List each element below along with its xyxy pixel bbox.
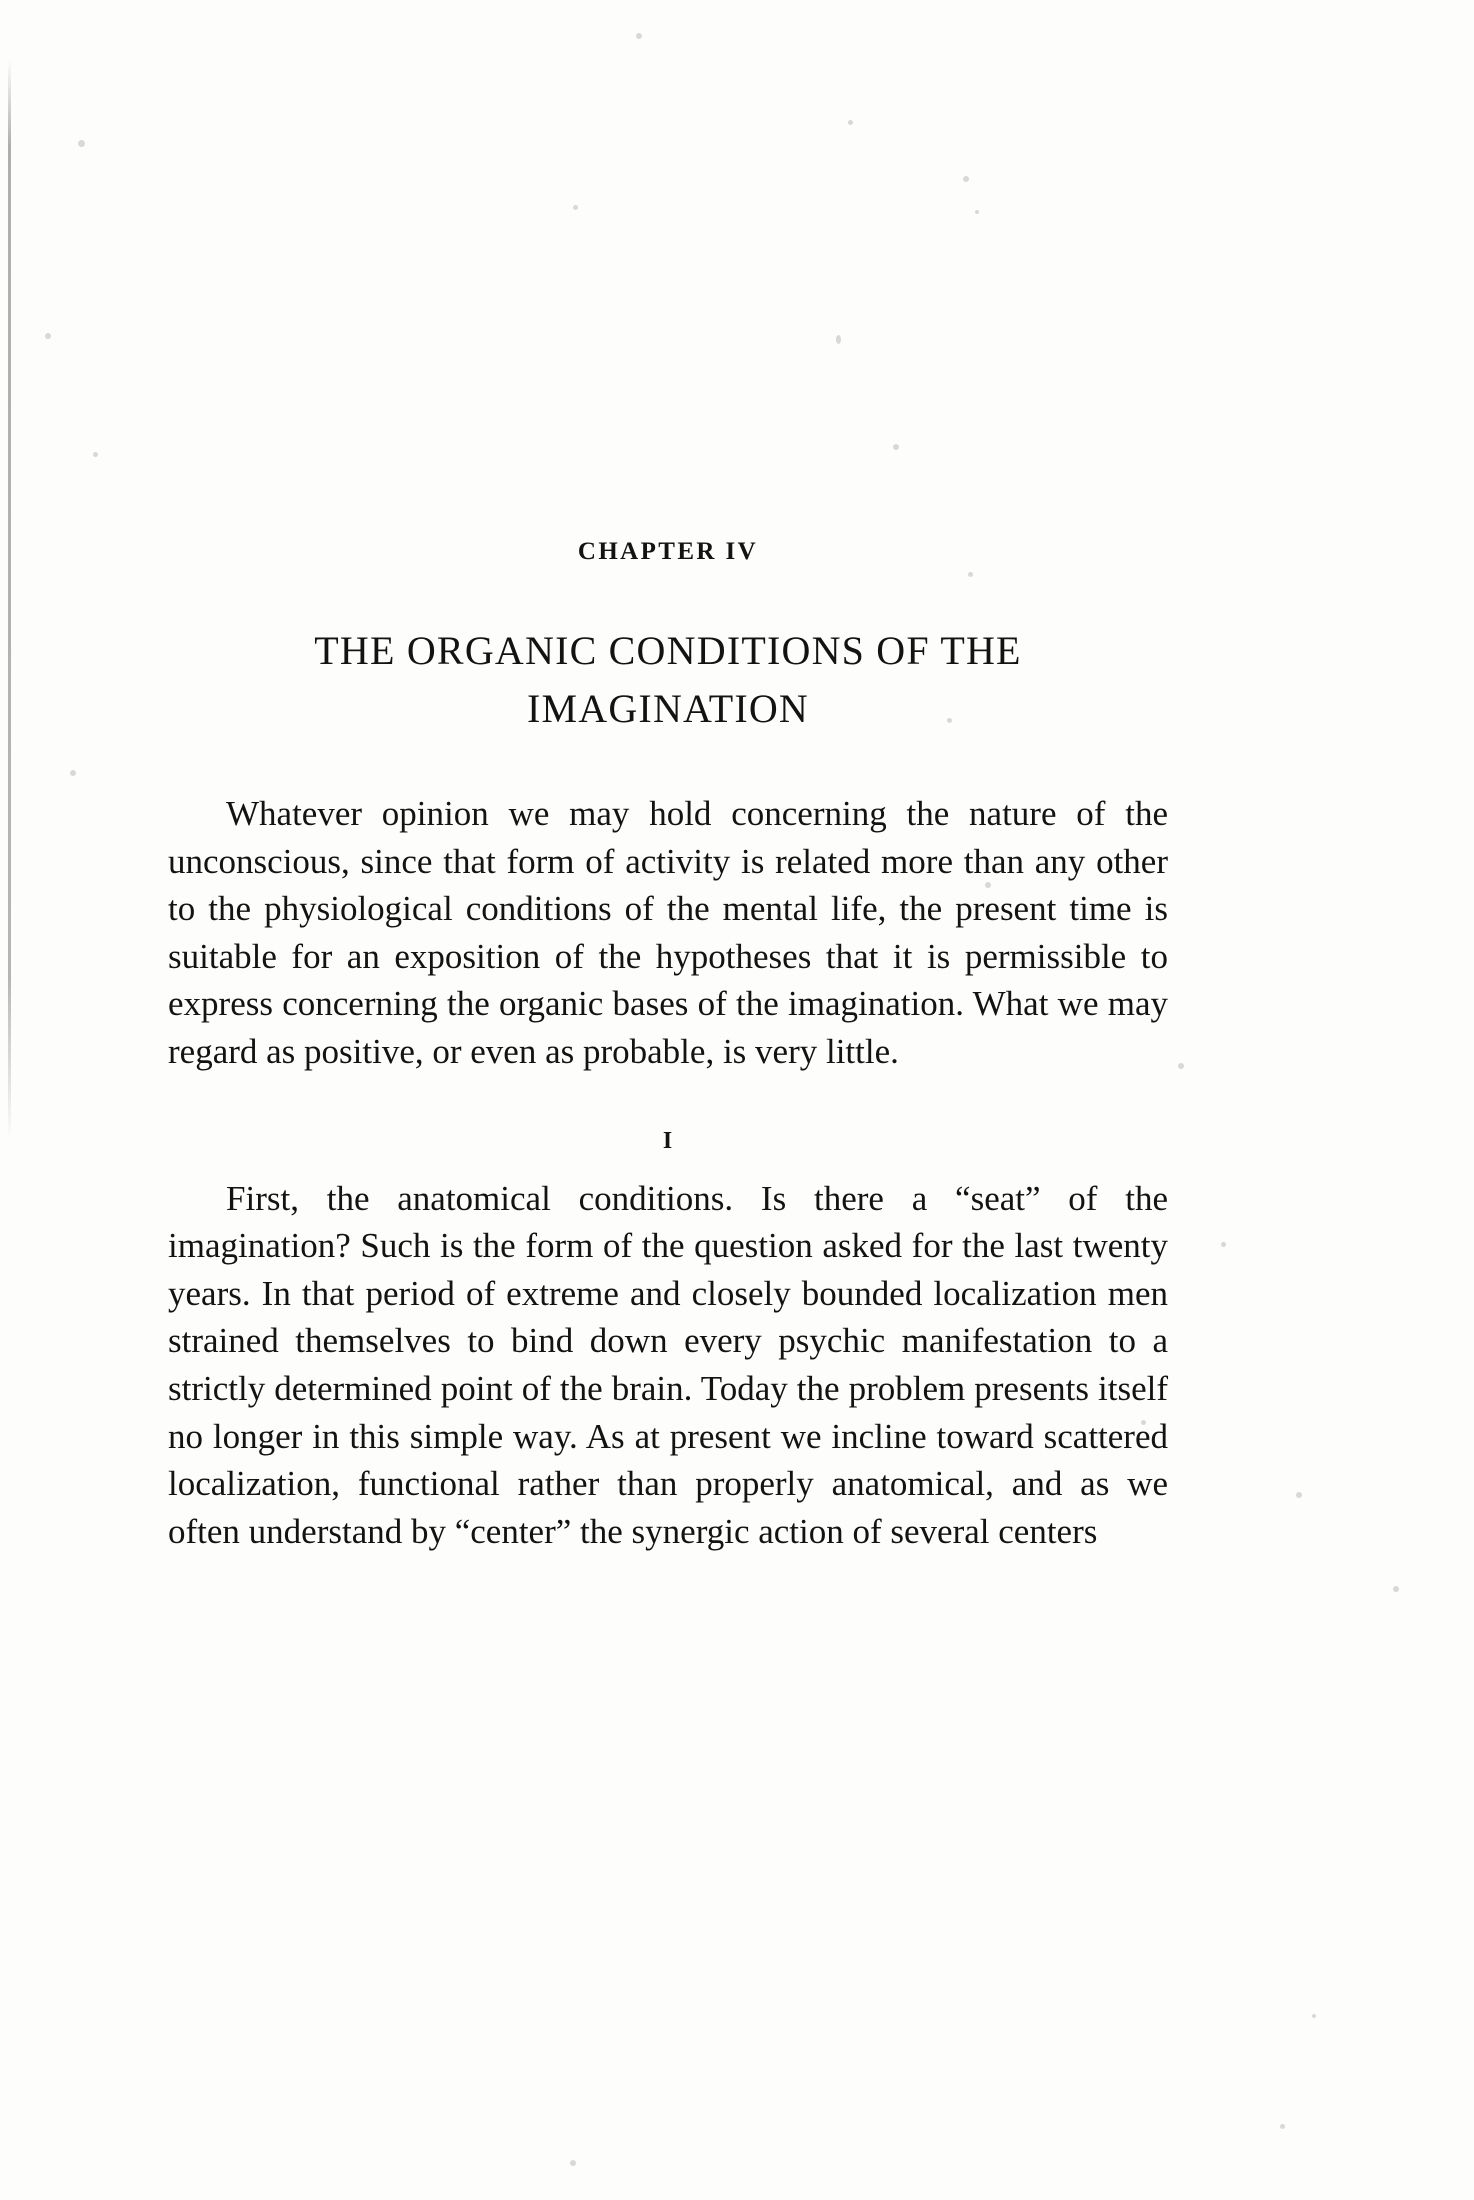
page-title-line-2: IMAGINATION bbox=[526, 686, 810, 731]
paragraph: First, the anatomical conditions. Is there a “seat” of the imagination? Such is the form of the question asked for the last twenty years. In that period of extreme and closely bounded localization men strained themselves to bind down every psychic manifestation to a strictly determined point of the brain. Today the problem presents itself no longer in this simple way. As at present we incline toward scattered localization, functional rather than properly anatomical, and as we often understand by “center” the synergic action of several centers bbox=[168, 1178, 1168, 1551]
scan-speck bbox=[1296, 1492, 1302, 1498]
scan-speck bbox=[1178, 1063, 1184, 1069]
scan-speck bbox=[1280, 2124, 1285, 2129]
scan-speck bbox=[78, 140, 85, 147]
scan-speck bbox=[1393, 1586, 1399, 1592]
page-content bbox=[168, 0, 1168, 1555]
scan-speck bbox=[70, 770, 76, 776]
scan-edge-artifact bbox=[8, 60, 11, 1140]
page-title bbox=[168, 622, 1168, 738]
chapter-label: CHAPTER IV bbox=[577, 538, 759, 565]
paragraph: Whatever opinion we may hold concerning the nature of the unconscious, since that form of activity is related more than any other to the physiological conditions of the mental life, the present time is suitable for an exposition of the hypotheses that it is permissible to express concerning the organic bases of the imagination. What we may regard as positive, or even as probable, is very little. bbox=[168, 794, 1168, 1071]
scan-speck bbox=[45, 333, 51, 339]
scan-speck bbox=[1221, 1242, 1226, 1247]
scan-speck bbox=[570, 2160, 576, 2166]
page-title-line-1: THE ORGANIC CONDITIONS OF THE bbox=[314, 628, 1022, 673]
scan-speck bbox=[1312, 2014, 1316, 2018]
section-number: I bbox=[662, 1127, 674, 1154]
scan-speck bbox=[93, 452, 98, 457]
